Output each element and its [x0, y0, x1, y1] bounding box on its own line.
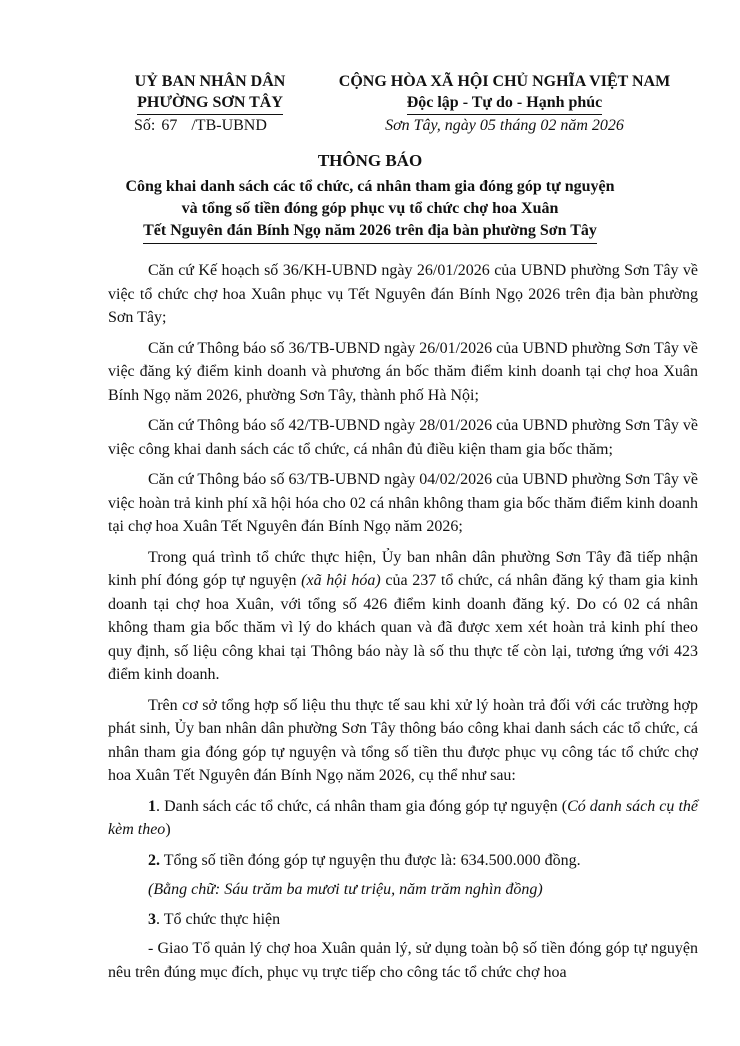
- authority-line2: PHƯỜNG SƠN TÂY: [137, 92, 283, 115]
- item-1-italic: Có danh sách cụ thể kèm theo: [108, 797, 698, 838]
- paragraph-process: [108, 546, 698, 687]
- paragraph-basis-3: Căn cứ Thông báo số 42/TB-UBND ngày 28/01/2026 của UBND phường Sơn Tây về việc công khai danh sách các tổ chức, cá nhân đủ điều kiện tham gia bốc thăm;: [108, 417, 698, 458]
- subtitle-line3: Tết Nguyên đán Bính Ngọ năm 2026 trên địa bàn phường Sơn Tây: [143, 220, 597, 244]
- item-2-text: Tổng số tiền đóng góp tự nguyện thu được là: 634.500.000 đồng.: [160, 851, 581, 869]
- item-2-words: (Bằng chữ: Sáu trăm ba mươi tư triệu, năm trăm nghìn đồng): [148, 881, 543, 898]
- paragraph-summary: Trên cơ sở tổng hợp số liệu thu thực tế sau khi xử lý hoàn trả đối với các trường hợp phát sinh, Ủy ban nhân dân phường Sơn Tây thông báo công khai danh sách các tổ chức, cá nhân tham gia đóng góp tự nguyện và tổng số tiền thu được phục vụ công tác tổ chức chợ hoa Xuân Tết Nguyên đán Bính Ngọ năm 2026, cụ thể như sau:: [108, 696, 698, 784]
- item-1-close: ): [165, 821, 171, 838]
- item-3-text: . Tổ chức thực hiện: [156, 910, 281, 928]
- item-3-number: 3: [148, 910, 156, 928]
- subtitle-line1: Công khai danh sách các tổ chức, cá nhân tham gia đóng góp tự nguyện: [125, 178, 615, 195]
- paragraph-basis-4: Căn cứ Thông báo số 63/TB-UBND ngày 04/02/2026 của UBND phường Sơn Tây về việc hoàn trả kinh phí xã hội hóa cho 02 cá nhân không tham gia bốc thăm điểm kinh doanh tại chợ hoa Xuân Tết Nguyên đán Bính Ngọ năm 2026;: [108, 471, 698, 535]
- process-text-a: Trong quá trình tổ chức thực hiện, Ủy ban nhân dân phường Sơn Tây đã tiếp nhận kinh phí đóng góp tự nguyện: [108, 548, 698, 589]
- number-prefix: Số:: [134, 117, 156, 134]
- document-number: [134, 117, 267, 135]
- item-1-number: 1: [148, 797, 156, 815]
- process-text-italic: (xã hội hóa): [301, 572, 381, 589]
- document-subtitle: [60, 176, 680, 244]
- paragraph-basis-1: Căn cứ Kế hoạch số 36/KH-UBND ngày 26/01/2026 của UBND phường Sơn Tây về việc tổ chức chợ hoa Xuân phục vụ Tết Nguyên đán Bính Ngọ 2026 trên địa bàn phường Sơn Tây;: [108, 262, 698, 326]
- authority-line1: UỶ BAN NHÂN DÂN: [134, 73, 286, 90]
- country-name: CỘNG HÒA XÃ HỘI CHỦ NGHĨA VIỆT NAM: [338, 73, 671, 90]
- issuing-authority: [105, 71, 315, 115]
- paragraph-basis-2: Căn cứ Thông báo số 36/TB-UBND ngày 26/01/2026 của UBND phường Sơn Tây về việc đăng ký điểm kinh doanh và phương án bốc thăm điểm kinh doanh tại chợ hoa Xuân Bính Ngọ năm 2026, phường Sơn Tây, thành phố Hà Nội;: [108, 339, 698, 404]
- item-3: [108, 908, 698, 932]
- number-value: 67: [161, 117, 178, 134]
- item-2: [108, 849, 698, 873]
- document-body: [108, 259, 698, 991]
- number-suffix: /TB-UBND: [191, 117, 267, 134]
- process-text-b: của 237 tổ chức, cá nhân đăng ký tham gia kinh doanh tại chợ hoa Xuân, với tổng số 426 điểm kinh doanh đăng ký. Do có 02 cá nhân không tham gia bốc thăm vì lý do khách quan và đã được xem xét hoàn trả kinh phí theo quy định, số liệu công khai tại Thông báo này là số thu thực tế còn lại, tương ứng với 423 điểm kinh doanh.: [108, 572, 698, 683]
- item-2-number: 2.: [148, 851, 160, 869]
- item-1: [108, 795, 698, 842]
- document-date: Sơn Tây, ngày 05 tháng 02 năm 2026: [385, 117, 624, 134]
- national-header: [332, 71, 677, 115]
- paragraph-assignment: - Giao Tổ quản lý chợ hoa Xuân quản lý, sử dụng toàn bộ số tiền đóng góp tự nguyện nêu trên đúng mục đích, phục vụ trực tiếp cho công tác tổ chức chợ hoa: [108, 940, 698, 981]
- item-1-text: . Danh sách các tổ chức, cá nhân tham gia đóng góp tự nguyện (: [156, 797, 568, 815]
- national-motto: Độc lập - Tự do - Hạnh phúc: [407, 92, 603, 115]
- subtitle-line2: và tổng số tiền đóng góp phục vụ tổ chức chợ hoa Xuân: [181, 200, 559, 217]
- document-title: THÔNG BÁO: [317, 151, 423, 170]
